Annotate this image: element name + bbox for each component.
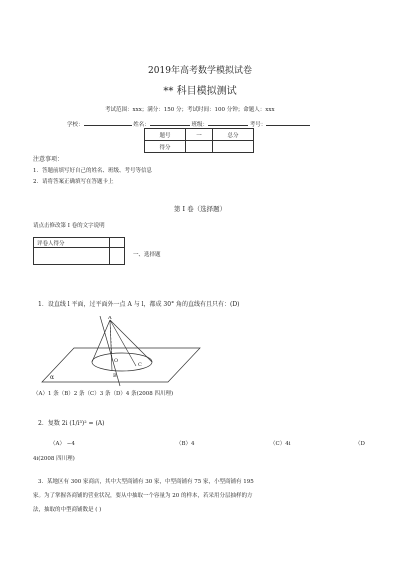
- score-table: [144, 128, 254, 153]
- score-table-row: [145, 129, 254, 141]
- score-table-row: [145, 141, 254, 153]
- label-alpha: α: [50, 374, 55, 381]
- label-c: C: [138, 362, 142, 368]
- question-3-line: 3．某地区有 300 家商店，其中大型商铺有 30 家，中型商铺有 75 家，小型商铺有 195: [38, 479, 254, 485]
- exam-info-line: 考试范围：xxx；满分：150 分；考试时间：100 分钟；命题人：xxx: [105, 107, 275, 113]
- label-o: O: [114, 358, 119, 364]
- score-entry[interactable]: [212, 141, 253, 153]
- label-b: B: [113, 373, 117, 379]
- school-label: 学校：: [67, 122, 84, 128]
- score-cell: 总分: [212, 129, 253, 141]
- grader-entry[interactable]: [34, 248, 110, 265]
- question-2-option-c: （C）4i: [270, 441, 291, 447]
- cone-line-b: [110, 320, 112, 371]
- grader-label: 评卷人得分: [34, 238, 110, 248]
- question-1-text: 1．设直线 l 平面，过平面外一点 A 与 l，都成 30° 角的直线有且只有：(D): [38, 301, 240, 308]
- score-cell: 一: [186, 129, 213, 141]
- cone-base: [92, 353, 152, 371]
- score-cell: 得分: [145, 141, 186, 153]
- question-2-option-a: （A） −4: [50, 441, 75, 447]
- section-instruction: 请点击修改第 I 卷的文字说明: [33, 223, 105, 229]
- exam-subtitle: ** 科目模拟测试: [163, 86, 237, 97]
- class-label: 班级：: [191, 122, 209, 128]
- question-1-options: （A）1 条（B）2 条（C）3 条（D）4 条(2008 四川理): [33, 391, 174, 397]
- score-entry[interactable]: [186, 141, 213, 153]
- question-2-source: 4i(2008 四川理): [33, 456, 75, 462]
- question-2-option-b: （B）4: [176, 441, 195, 447]
- name-label: 姓名：: [133, 122, 150, 128]
- notes-heading: 注意事项：: [33, 156, 64, 163]
- notes-item: 2．请将答案正确填写在答题卡上: [33, 179, 114, 185]
- name-field[interactable]: [150, 120, 190, 126]
- grader-cell[interactable]: [109, 248, 124, 265]
- section-title: 第 I 卷（选择题）: [173, 205, 227, 213]
- grader-cell[interactable]: [109, 238, 124, 248]
- question-3-line: 家。为了掌握各商铺的营业状况，要从中抽取一个容量为 20 的样本，若采用分层抽样的方: [33, 493, 253, 499]
- class-field[interactable]: [208, 120, 248, 126]
- id-label: 考号：: [249, 122, 267, 128]
- school-field[interactable]: [84, 120, 132, 126]
- cone-edge-right: [110, 320, 152, 362]
- exam-title: 2019年高考数学模拟试卷: [148, 66, 252, 76]
- id-field[interactable]: [266, 120, 310, 126]
- question-2-option-d: （D: [355, 441, 365, 447]
- label-apex: A: [108, 316, 112, 321]
- cone-figure: [40, 316, 210, 388]
- part-label: 一、选择题: [133, 252, 161, 258]
- question-2-text: 2．复数 2i (1/i³)² = (A): [38, 420, 105, 427]
- notes-item: 1．答题前填写好自己的姓名、班级、考号等信息: [33, 168, 153, 174]
- grader-table: [33, 237, 125, 265]
- score-cell: 题号: [145, 129, 186, 141]
- question-3-line: 法，抽取的中型商铺数是 ( ): [33, 507, 102, 513]
